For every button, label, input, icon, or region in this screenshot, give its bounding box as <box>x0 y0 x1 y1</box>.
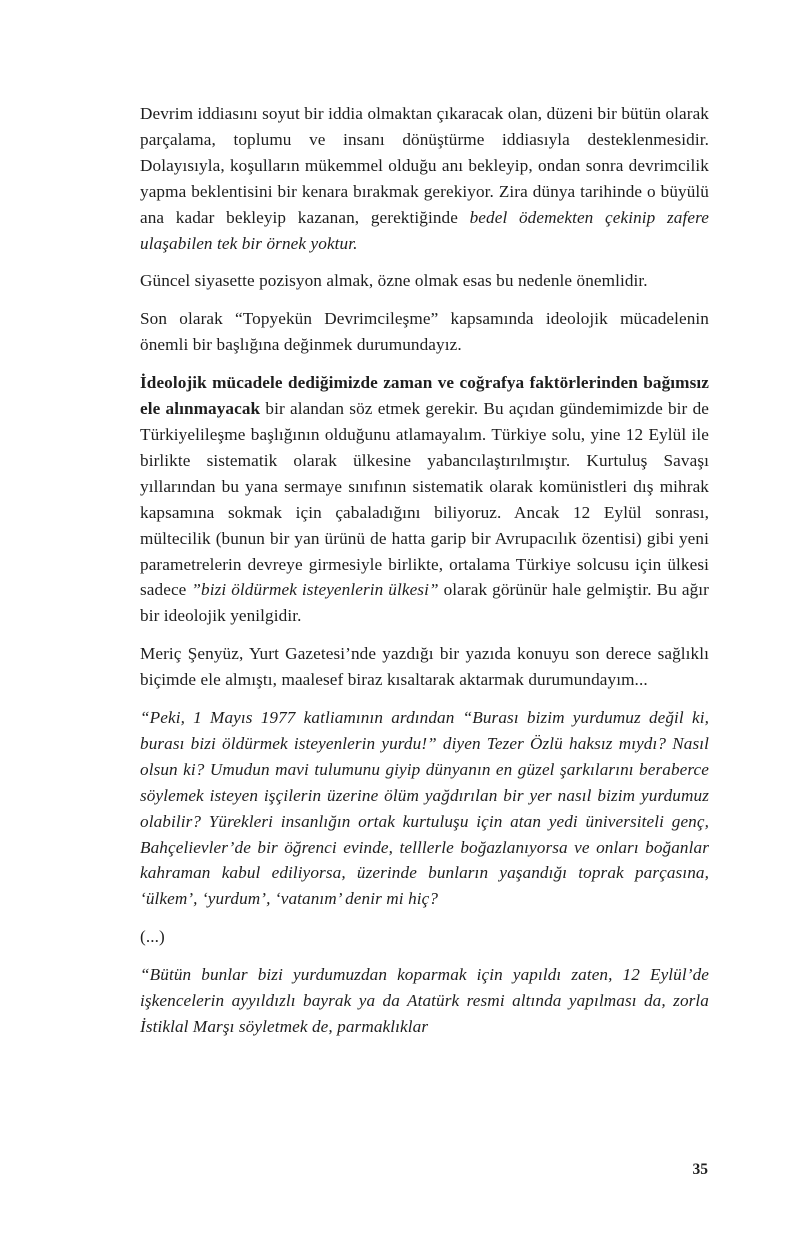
paragraph <box>140 705 709 912</box>
page-number: 35 <box>692 1161 708 1178</box>
paragraph <box>140 268 709 294</box>
page-text <box>140 101 709 1040</box>
text-run-italic: ”bizi öldürmek isteyenlerin ülkesi” <box>191 580 439 600</box>
text-run-normal: Güncel siyasette pozisyon almak, özne olmak esas bu nedenle önemlidir. <box>140 271 648 291</box>
text-run-normal: olarak görünür hale gelmiştir. Bu ağır bir ideolojik yenilgidir. <box>140 580 709 626</box>
paragraph <box>140 641 709 693</box>
text-run-italic: “Bütün bunlar bizi yurdumuzdan koparmak için yapıldı zaten, 12 Eylül’de işkencelerin ayyıldızlı bayrak ya da Atatürk resmi altında yapılması da, zorla İstiklal Marşı söyletmek de, parmaklıklar <box>140 965 709 1036</box>
text-run-normal: Son olarak “Topyekün Devrimcileşme” kapsamında ideolojik mücadelenin önemli bir başlığına değinmek durumundayız. <box>140 309 709 355</box>
paragraph <box>140 306 709 358</box>
text-run-normal: Devrim iddiasını soyut bir iddia olmaktan çıkaracak olan, düzeni bir bütün olarak parçalama, toplumu ve insanı dönüştürme iddiasıyla desteklenmesidir. Dolayısıyla, koşulların mükemmel olduğu anı bekleyip, ondan sonra devrimcilik yapma beklentisini bir kenara bırakmak gerekiyor. Zira dünya tarihinde o büyülü ana kadar bekleyip kazanan, gerektiğinde <box>140 104 709 227</box>
paragraph <box>140 370 709 629</box>
text-run-normal: (...) <box>140 927 165 947</box>
text-run-italic: bedel ödemekten çekinip zafere ulaşabilen tek bir örnek yoktur. <box>140 207 709 253</box>
text-run-italic: “Peki, 1 Mayıs 1977 katliamının ardından “Burası bizim yurdumuz değil ki, burası bizi öldürmek isteyenlerin yurdu!” diyen Tezer Özlü haksız mıydı? Nasıl olsun ki? Umudun mavi tulumunu giyip dünyanın en güzel şarkılarını beraberce söylemek isteyen işçilerin üzerine ölüm yağdırılan bir yer nasıl bizim yurdumuz olabilir? Yürekleri insanlığın ortak kurtuluşu için atan yedi üniversiteli genç, Bahçelievler’de bir öğrenci evinde, telllerle boğazlanıyorsa ve onları boğanlar kahraman kabul ediliyorsa, üzerinde bunların yaşandığı toprak parçasına, ‘ülkem’, ‘yurdum’, ‘vatanım’ denir mi hiç? <box>140 708 709 909</box>
paragraph <box>140 101 709 256</box>
paragraph <box>140 962 709 1040</box>
text-run-normal: Meriç Şenyüz, Yurt Gazetesi’nde yazdığı bir yazıda konuyu son derece sağlıklı biçimde ele almıştı, maalesef biraz kısaltarak aktarmak durumundayım... <box>140 644 709 690</box>
text-run-normal: bir alandan söz etmek gerekir. Bu açıdan gündemimizde bir de Türkiyelileşme başlığının olduğunu atlamayalım. Türkiye solu, yine 12 Eylül ile birlikte sistematik olarak ülkesine yabancılaştırılmıştır. Kurtuluş Savaşı yıllarından bu yana sermaye sınıfının sistematik olarak komünistleri dış mihrak kapsamına sokmak için çabaladığını biliyoruz. Ancak 12 Eylül sonrası, mültecilik (bunun bir yan ürünü de hatta garip bir Avrupacılık özentisi) gibi yeni parametrelerin devreye girmesiyle birlikte, ortalama Türkiye solcusu için ülkesi sadece <box>140 399 709 600</box>
paragraph <box>140 924 709 950</box>
text-run-bold: İdeolojik mücadele dediğimizde zaman ve coğrafya faktörlerinden bağımsız ele alınmayacak <box>140 373 709 419</box>
